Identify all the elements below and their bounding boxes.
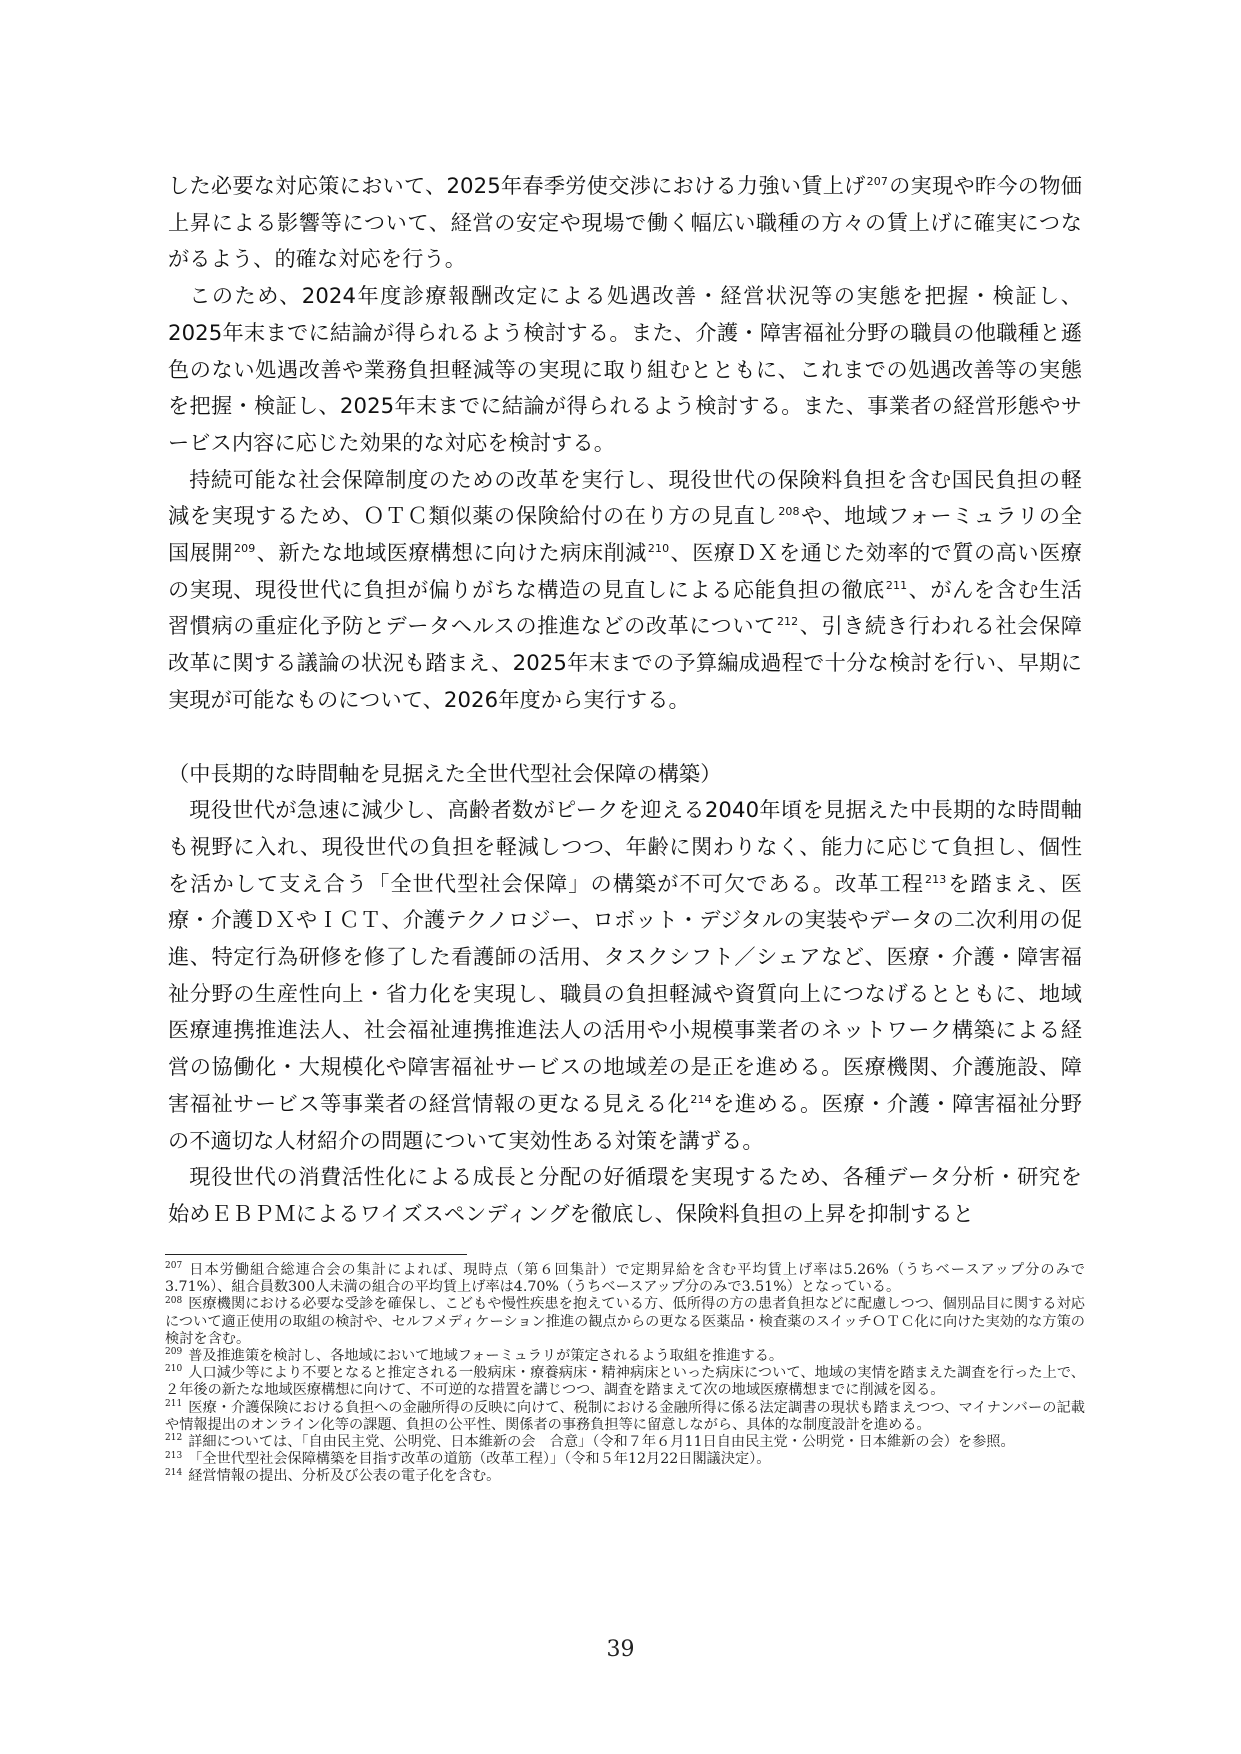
footnote-text: 詳細については、「自由民主党、公明党、日本維新の会 合意」（令和７年６月11日自由民主党・公明党・日本維新の会）を参照。 — [188, 1434, 1015, 1451]
footnote-text: 医療・介護保険における負担への金融所得の反映に向けて、税制における金融所得に係る法定調書の現状も踏まえつつ、マイナンバーの記載や情報提出のオンライン化等の課題、負担の公平性、関係者の事務負担等に留意しながら、具体的な制度設計を進める。 — [165, 1399, 1085, 1433]
footnote — [165, 1365, 1085, 1399]
footnote-reference: 214 — [690, 1092, 712, 1106]
footnote-number: 209 — [165, 1347, 183, 1358]
paragraph-text: 、がんを含む生活習慣病の重症化予防とデータヘルスの推進などの改革について — [168, 576, 1082, 639]
footnote-separator — [165, 1254, 467, 1255]
page-number: 39 — [606, 1637, 635, 1662]
footnote — [165, 1296, 1085, 1348]
paragraph-text: を踏まえ、医療・介護ＤＸやＩＣＴ、介護テクノロジー、ロボット・デジタルの実装やデータの二次利用の促進、特定行為研修を修了した看護師の活用、タスクシフト／シェアなど、医療・介護・障害福祉分野の生産性向上・省力化を実現し、職員の負担軽減や資質向上につなげるとともに、地域医療連携推進法人、社会福祉連携推進法人の活用や小規模事業者のネットワーク構築による経営の協働化・大規模化や障害福祉サービスの地域差の是正を進める。医療機関、介護施設、障害福祉サービス等事業者の経営情報の更なる見える化 — [168, 870, 1082, 1116]
footnote — [165, 1468, 1085, 1485]
paragraph-text: 現役世代が急速に減少し、高齢者数がピークを迎える2040年頃を見据えた中長期的な時間軸も視野に入れ、現役世代の負担を軽減しつつ、年齢に関わりなく、能力に応じて負担し、個性を活かして支え合う「全世代型社会保障」の構築が不可欠である。改革工程 — [168, 797, 1082, 896]
footnote-number: 207 — [165, 1261, 183, 1272]
body-paragraph — [168, 1159, 1082, 1232]
footnote-number: 210 — [165, 1364, 183, 1375]
footnote — [165, 1262, 1085, 1296]
footnote-text: 医療機関における必要な受診を確保し、こどもや慢性疾患を抱えている方、低所得の方の患者負担などに配慮しつつ、個別品目に関する対応について適正使用の取組の検討や、セルフメディケーション推進の観点からの更なる医薬品・検査薬のスイッチＯＴＣ化に向けた実効的な方策の検討を含む。 — [165, 1296, 1085, 1347]
paragraph-text: や、地域フォーミュラリの全国展開 — [168, 503, 1082, 566]
footnote-number: 213 — [165, 1450, 183, 1461]
body-paragraph — [168, 278, 1082, 462]
paragraph-text: を進める。医療・介護・障害福祉分野の不適切な人材紹介の問題について実効性ある対策を講ずる。 — [168, 1090, 1083, 1153]
paragraph-text: の実現や昨今の物価上昇による影響等について、経営の安定や現場で働く幅広い職種の方々の賃上げに確実につながるよう、的確な対応を行う。 — [168, 173, 1082, 272]
body-paragraph — [168, 168, 1082, 278]
footnote — [165, 1451, 1085, 1468]
body-text — [168, 168, 1082, 1233]
footnote-number: 214 — [165, 1467, 183, 1478]
footnote-text: 「全世代型社会保障構築を目指す改革の道筋（改革工程）」（令和５年12月22日閣議決定）。 — [188, 1451, 771, 1468]
footnote-reference: 207 — [866, 174, 888, 188]
paragraph-text: 現役世代の消費活性化による成長と分配の好循環を実現するため、各種データ分析・研究を始めＥＢＰＭによるワイズスペンディングを徹底し、保険料負担の上昇を抑制すると — [168, 1164, 1082, 1226]
paragraph-text: 持続可能な社会保障制度のための改革を実行し、現役世代の保険料負担を含む国民負担の軽減を実現するため、ＯＴＣ類似薬の保険給付の在り方の見直し — [168, 466, 1082, 529]
paragraph-text: 、引き続き行われる社会保障改革に関する議論の状況も踏まえ、2025年末までの予算編成過程で十分な検討を行い、早期に実現が可能なものについて、2026年度から実行する。 — [168, 613, 1082, 712]
body-paragraph — [168, 792, 1082, 1159]
footnote-text: 経営情報の提出、分析及び公表の電子化を含む。 — [188, 1468, 501, 1485]
footnote-number: 211 — [165, 1398, 183, 1409]
footnote-reference: 209 — [234, 541, 256, 555]
footnote-text: 人口減少等により不要となると推定される一般病床・療養病床・精神病床といった病床について、地域の実情を踏まえた調査を行った上で、２年後の新たな地域医療構想に向けて、不可逆的な措置を講じつつ、調査を踏まえて次の地域医療構想までに削減を図る。 — [165, 1365, 1085, 1399]
footnote-text: 日本労働組合総連合会の集計によれば、現時点（第６回集計）で定期昇給を含む平均賃上げ率は5.26%（うちベースアップ分のみで3.71%）、組合員数300人未満の組合の平均賃上げ率は4.70%（うちベースアップ分のみで3.51%）となっている。 — [165, 1262, 1085, 1296]
footnotes — [165, 1262, 1085, 1486]
section-heading — [168, 756, 1082, 793]
paragraph-text: した必要な対応策において、2025年春季労使交渉における力強い賃上げ — [168, 173, 866, 198]
footnote-reference: 212 — [776, 615, 799, 629]
footnote-reference: 208 — [778, 505, 800, 519]
footnote-reference: 213 — [925, 872, 947, 886]
paragraph-text: 、新たな地域医療構想に向けた病床削減 — [256, 540, 647, 566]
paragraph-text: 、医療ＤＸを通じた効率的で質の高い医療の実現、現役世代に負担が偏りがちな構造の見直しによる応能負担の徹底 — [168, 540, 1082, 602]
paragraph-text: （中長期的な時間軸を見据えた全世代型社会保障の構築） — [168, 760, 722, 786]
body-paragraph — [168, 462, 1082, 719]
footnote-number: 208 — [165, 1295, 183, 1306]
footnote — [165, 1400, 1085, 1434]
footnote-reference: 210 — [647, 541, 670, 555]
footnote — [165, 1434, 1085, 1451]
footnote — [165, 1348, 1085, 1365]
paragraph-text: このため、2024年度診療報酬改定による処遇改善・経営状況等の実態を把握・検証し、2025年末までに結論が得られるよう検討する。また、介護・障害福祉分野の職員の他職種と遜色のない処遇改善や業務負担軽減等の実現に取り組むとともに、これまでの処遇改善等の実態を把握・検証し、2025年末までに結論が得られるよう検討する。また、事業者の経営形態やサービス内容に応じた効果的な対応を検討する。 — [168, 283, 1082, 455]
footnote-number: 212 — [165, 1433, 183, 1444]
footnote-text: 普及推進策を検討し、各地域において地域フォーミュラリが策定されるよう取組を推進する。 — [188, 1348, 784, 1365]
footnote-reference: 211 — [885, 578, 908, 592]
